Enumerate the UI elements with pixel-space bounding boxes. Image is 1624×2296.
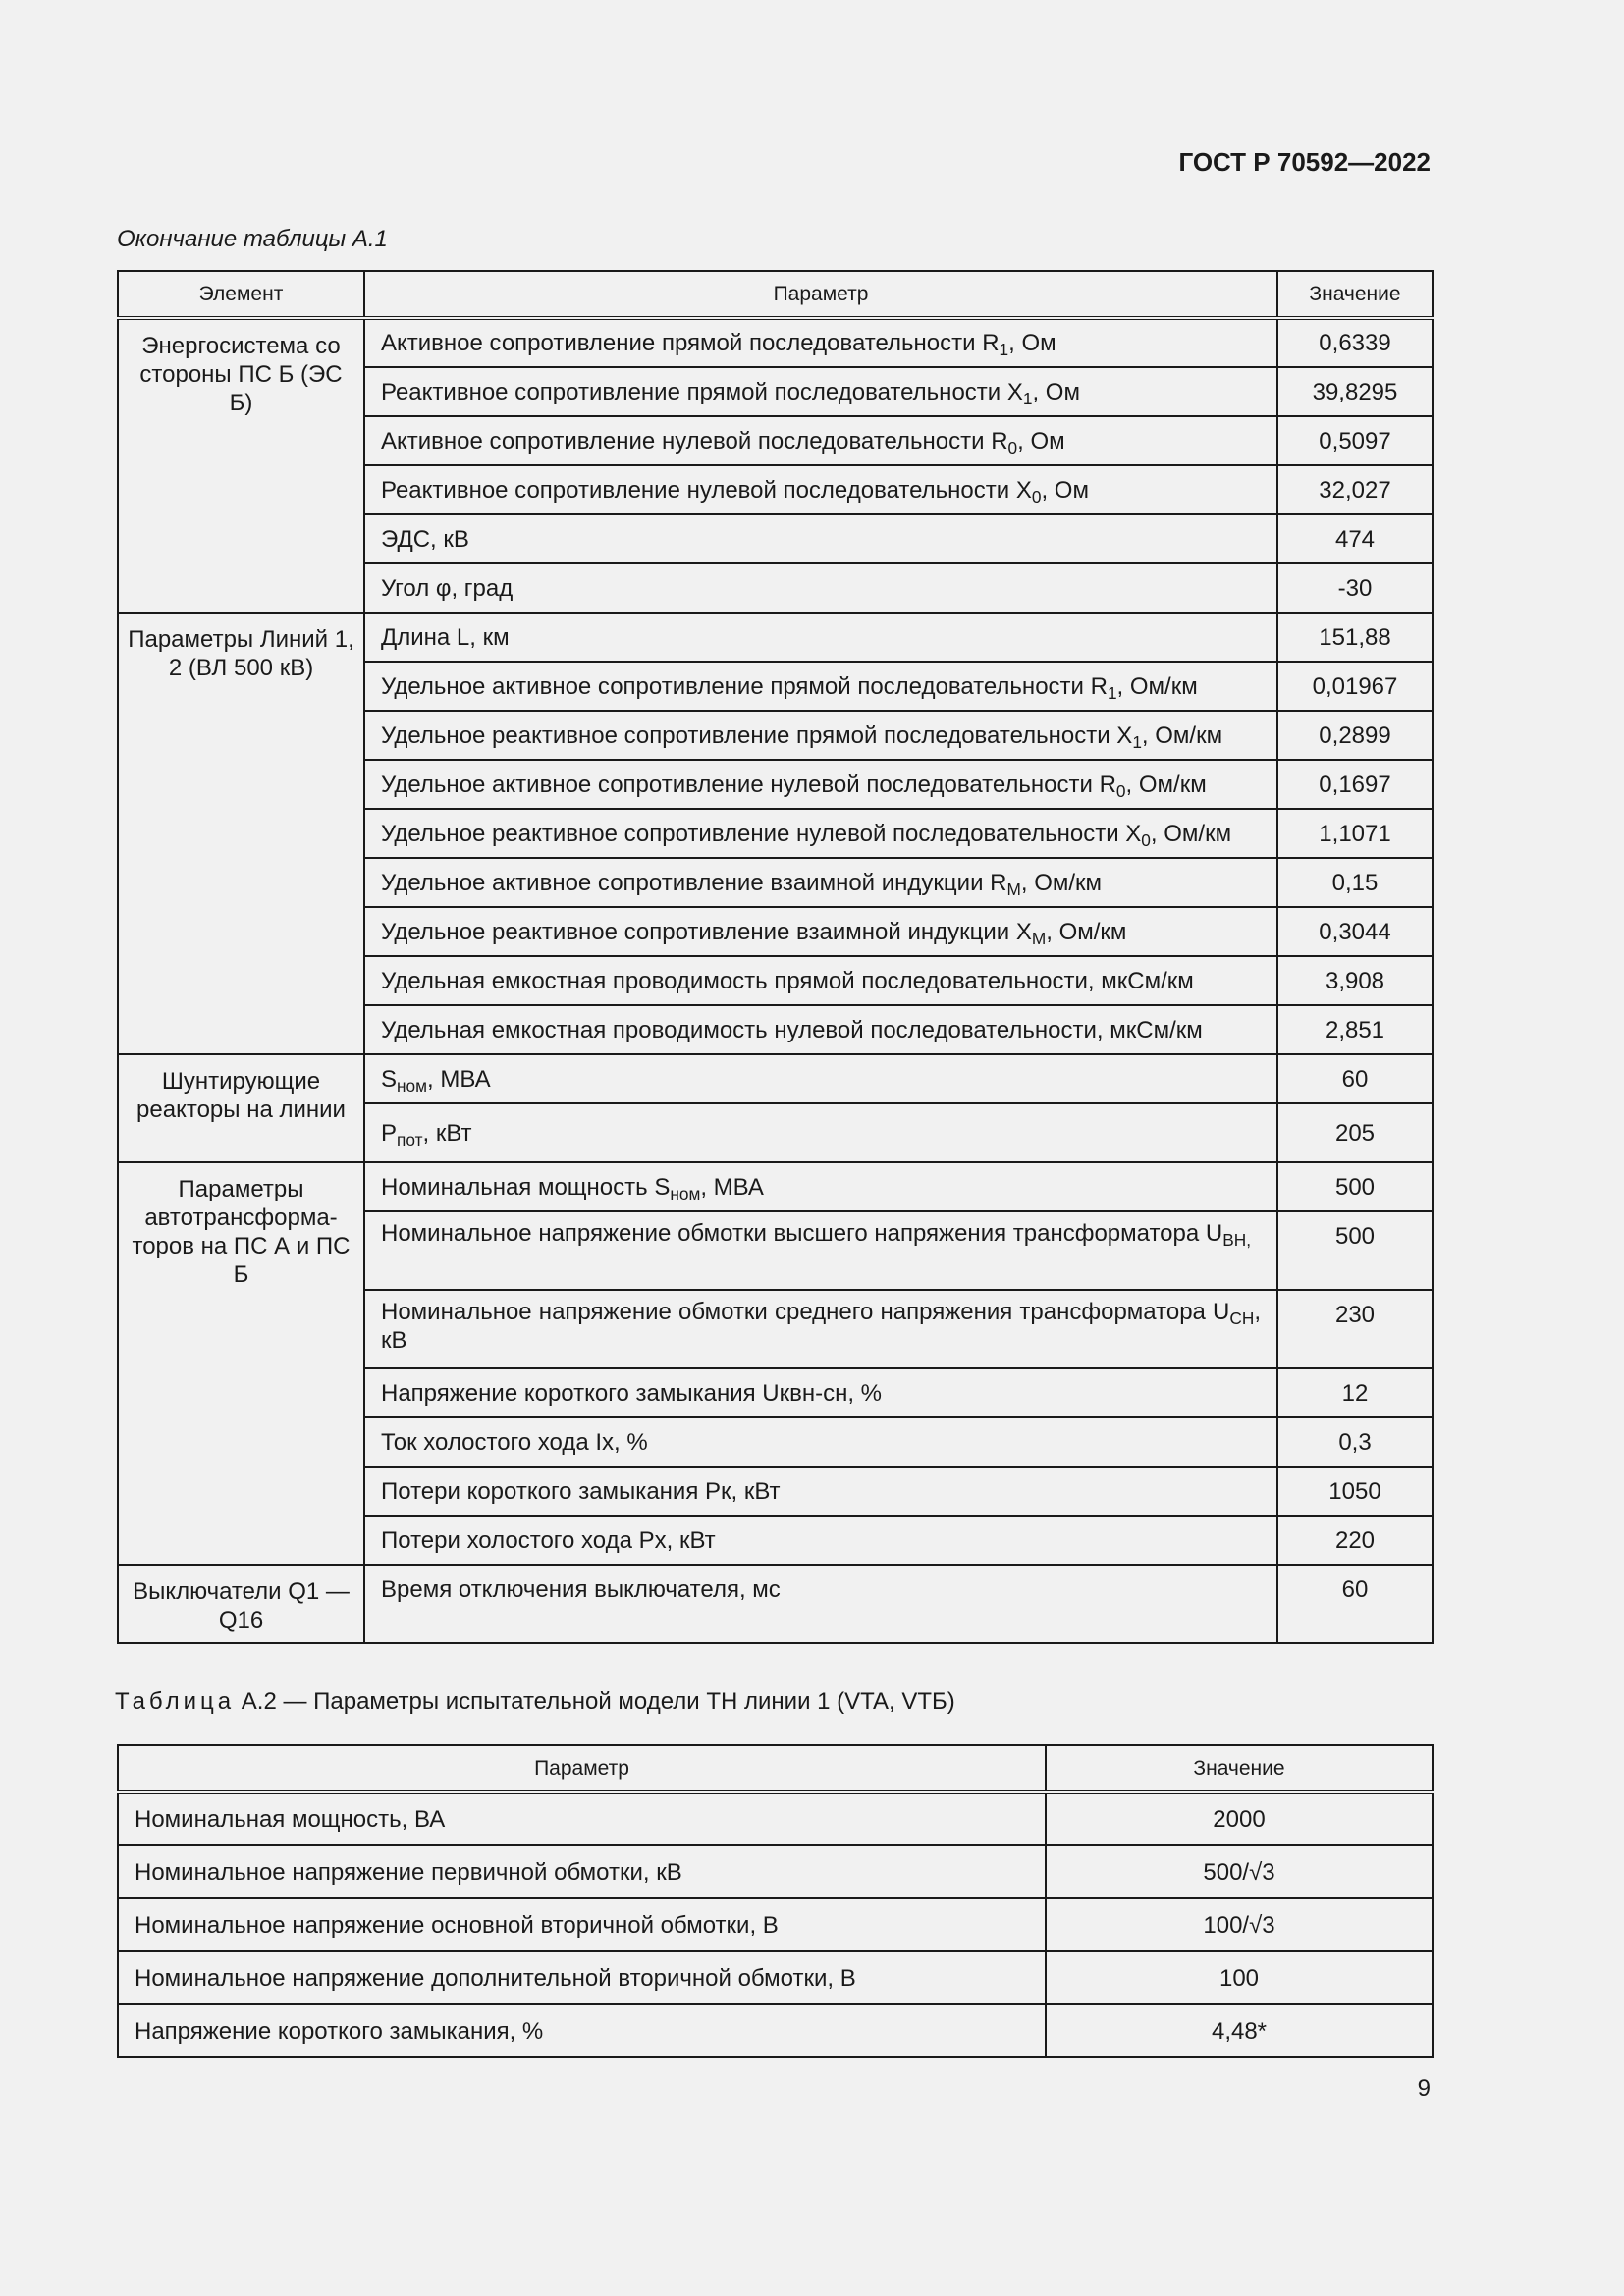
parameter-text: Номинальное напряжение обмотки среднего напряжения трансформатора U (381, 1299, 1230, 1325)
value-cell: 60 (1277, 1054, 1433, 1103)
parameter-text: Номинальная мощность S (381, 1173, 671, 1201)
parameter-cell (364, 858, 1277, 907)
table-row (118, 1565, 1433, 1643)
parameter-cell (364, 1516, 1277, 1565)
parameter-text: Удельная емкостная проводимость прямой последовательности, мкСм/км (381, 967, 1194, 994)
parameter-cell (364, 1417, 1277, 1467)
table-a2-caption (115, 1688, 955, 1716)
value-cell: 0,3 (1277, 1417, 1433, 1467)
parameter-subscript: ном (670, 1183, 701, 1203)
parameter-cell (364, 367, 1277, 416)
parameter-cell (364, 613, 1277, 662)
parameter-cell (364, 1565, 1277, 1643)
parameter-subscript: 0 (1115, 780, 1126, 801)
parameter-unit: , МВА (700, 1173, 764, 1201)
table-a2-title: А.2 — Параметры испытательной модели ТН линии 1 (VTA, VTБ) (241, 1688, 955, 1715)
parameter-text: Реактивное сопротивление прямой последовательности X (381, 378, 1023, 405)
value-cell: 2000 (1046, 1792, 1433, 1845)
parameter-text: Угол φ, град (381, 574, 514, 602)
parameter-subscript: 0 (1141, 829, 1151, 850)
parameter-text: Удельное активное сопротивление нулевой последовательности R (381, 771, 1116, 798)
parameter-text: Удельное активное сопротивление взаимной индукции R (381, 869, 1007, 896)
parameter-cell (364, 662, 1277, 711)
table-continuation-caption: Окончание таблицы А.1 (117, 226, 388, 252)
parameter-text: Удельное реактивное сопротивление прямой последовательности X (381, 721, 1133, 749)
parameter-cell (364, 1005, 1277, 1054)
parameter-subscript: 0 (1031, 486, 1042, 507)
table-row (118, 613, 1433, 662)
parameter-cell: Номинальное напряжение дополнительной вторичной обмотки, В (118, 1951, 1046, 2004)
value-cell: 4,48* (1046, 2004, 1433, 2057)
parameter-text: Удельная емкостная проводимость нулевой последовательности, мкСм/км (381, 1016, 1203, 1043)
parameter-text: ЭДС, кВ (381, 525, 469, 553)
value-cell: 100 (1046, 1951, 1433, 2004)
parameter-subscript: 1 (1132, 731, 1142, 752)
value-cell: 230 (1277, 1290, 1433, 1368)
value-cell: 0,01967 (1277, 662, 1433, 711)
parameter-cell: Напряжение короткого замыкания, % (118, 2004, 1046, 2057)
parameter-text: Потери короткого замыкания Pк, кВт (381, 1477, 781, 1505)
table-label: Таблица (115, 1688, 236, 1715)
value-cell: 474 (1277, 514, 1433, 563)
parameter-text: Напряжение короткого замыкания Uквн-сн, % (381, 1379, 883, 1407)
table-row (118, 1845, 1433, 1898)
parameter-unit: , Ом/км (1125, 771, 1207, 798)
table-row (118, 1162, 1433, 1211)
value-cell: 39,8295 (1277, 367, 1433, 416)
document-standard-number: ГОСТ Р 70592—2022 (1178, 147, 1431, 177)
value-cell: 205 (1277, 1103, 1433, 1162)
parameter-subscript: 1 (1107, 682, 1117, 703)
column-header-value: Значение (1277, 271, 1433, 318)
table-row (118, 2004, 1433, 2057)
parameter-unit: , Ом (1008, 330, 1056, 356)
parameter-unit: , Ом/км (1141, 721, 1223, 749)
parameter-unit: , Ом/км (1020, 869, 1103, 896)
parameter-text: Удельное реактивное сопротивление нулевой последовательности X (381, 820, 1142, 847)
value-cell: 500 (1277, 1211, 1433, 1290)
value-cell: 0,15 (1277, 858, 1433, 907)
table-a1-body (118, 318, 1433, 1643)
element-cell: Параметры автотрансформа-торов на ПС А и ПС Б (118, 1162, 364, 1565)
parameter-cell (364, 956, 1277, 1005)
parameters-table-a2 (117, 1744, 1434, 2058)
parameter-subscript: M (1031, 928, 1047, 948)
value-cell: 0,5097 (1277, 416, 1433, 465)
parameter-text: P (381, 1119, 398, 1147)
column-header-parameter: Параметр (364, 271, 1277, 318)
parameter-unit: , Ом (1017, 427, 1065, 454)
value-cell: 0,3044 (1277, 907, 1433, 956)
element-cell: Выключатели Q1 — Q16 (118, 1565, 364, 1643)
value-cell: 0,2899 (1277, 711, 1433, 760)
parameter-cell (364, 1103, 1277, 1162)
parameter-subscript: 1 (999, 340, 1009, 359)
parameter-text: Удельное активное сопротивление прямой последовательности R (381, 672, 1108, 700)
parameter-text: Потери холостого хода Px, кВт (381, 1526, 716, 1554)
value-cell: 0,6339 (1277, 318, 1433, 367)
parameter-unit: , Ом/км (1046, 918, 1127, 945)
element-cell: Параметры Линий 1, 2 (ВЛ 500 кВ) (118, 613, 364, 1054)
page-number: 9 (1417, 2075, 1431, 2102)
value-cell: 2,851 (1277, 1005, 1433, 1054)
parameter-cell (364, 1368, 1277, 1417)
parameter-cell (364, 809, 1277, 858)
parameter-text: Длина L, км (381, 623, 510, 651)
parameter-cell (364, 760, 1277, 809)
parameter-cell (364, 1467, 1277, 1516)
parameter-cell (364, 907, 1277, 956)
parameter-text: S (381, 1065, 398, 1093)
column-header-parameter: Параметр (118, 1745, 1046, 1792)
parameter-subscript: СН (1229, 1308, 1255, 1328)
parameter-cell (364, 711, 1277, 760)
parameter-subscript: 1 (1022, 388, 1033, 408)
parameter-cell (364, 1162, 1277, 1211)
parameter-text: Номинальное напряжение обмотки высшего напряжения трансформатора U (381, 1220, 1223, 1247)
element-cell: Шунтирующие реакторы на линии (118, 1054, 364, 1162)
column-header-value: Значение (1046, 1745, 1433, 1792)
value-cell: 500/√3 (1046, 1845, 1433, 1898)
table-row (118, 1898, 1433, 1951)
column-header-element: Элемент (118, 271, 364, 318)
parameter-subscript: ВН, (1222, 1230, 1252, 1250)
value-cell: 12 (1277, 1368, 1433, 1417)
parameters-table-a1 (117, 270, 1434, 1644)
parameter-text: Ток холостого хода Ix, % (381, 1428, 648, 1456)
value-cell: 151,88 (1277, 613, 1433, 662)
parameter-cell (364, 1054, 1277, 1103)
value-cell: 32,027 (1277, 465, 1433, 514)
table-row (118, 318, 1433, 367)
parameter-unit: , кВ (381, 1299, 1261, 1354)
value-cell: 60 (1277, 1565, 1433, 1643)
parameter-cell (364, 514, 1277, 563)
parameter-text: Время отключения выключателя, мс (381, 1576, 781, 1603)
value-cell: -30 (1277, 563, 1433, 613)
parameter-cell (364, 1290, 1277, 1368)
value-cell: 100/√3 (1046, 1898, 1433, 1951)
parameter-subscript: ном (397, 1075, 428, 1095)
parameter-subscript: 0 (1007, 437, 1018, 457)
parameter-cell (364, 465, 1277, 514)
parameter-cell (364, 416, 1277, 465)
parameter-unit: , Ом/км (1150, 820, 1232, 847)
parameter-unit: , кВт (422, 1119, 472, 1147)
parameter-cell: Номинальное напряжение основной вторичной обмотки, В (118, 1898, 1046, 1951)
value-cell: 0,1697 (1277, 760, 1433, 809)
value-cell: 1050 (1277, 1467, 1433, 1516)
parameter-cell: Номинальное напряжение первичной обмотки, кВ (118, 1845, 1046, 1898)
table-row (118, 1054, 1433, 1103)
parameter-subscript: пот (397, 1129, 423, 1149)
value-cell: 3,908 (1277, 956, 1433, 1005)
parameter-subscript: M (1006, 879, 1021, 899)
parameter-text: Реактивное сопротивление нулевой последовательности X (381, 476, 1032, 504)
parameter-text: Активное сопротивление нулевой последовательности R (381, 427, 1008, 454)
parameter-text: Удельное реактивное сопротивление взаимной индукции X (381, 918, 1032, 945)
parameter-cell (364, 1211, 1277, 1290)
parameter-cell: Номинальная мощность, ВА (118, 1792, 1046, 1845)
parameter-unit: , Ом/км (1116, 672, 1198, 700)
value-cell: 220 (1277, 1516, 1433, 1565)
parameter-unit: , Ом (1032, 378, 1080, 405)
value-cell: 1,1071 (1277, 809, 1433, 858)
parameter-text: Активное сопротивление прямой последовательности R (381, 330, 1000, 356)
parameter-unit: , Ом (1041, 476, 1089, 504)
parameter-unit: , МВА (427, 1065, 491, 1093)
value-cell: 500 (1277, 1162, 1433, 1211)
table-a2-body (118, 1792, 1433, 2057)
table-row (118, 1792, 1433, 1845)
element-cell: Энергосистема со стороны ПС Б (ЭС Б) (118, 318, 364, 613)
parameter-cell (364, 563, 1277, 613)
table-row (118, 1951, 1433, 2004)
parameter-cell (364, 318, 1277, 367)
